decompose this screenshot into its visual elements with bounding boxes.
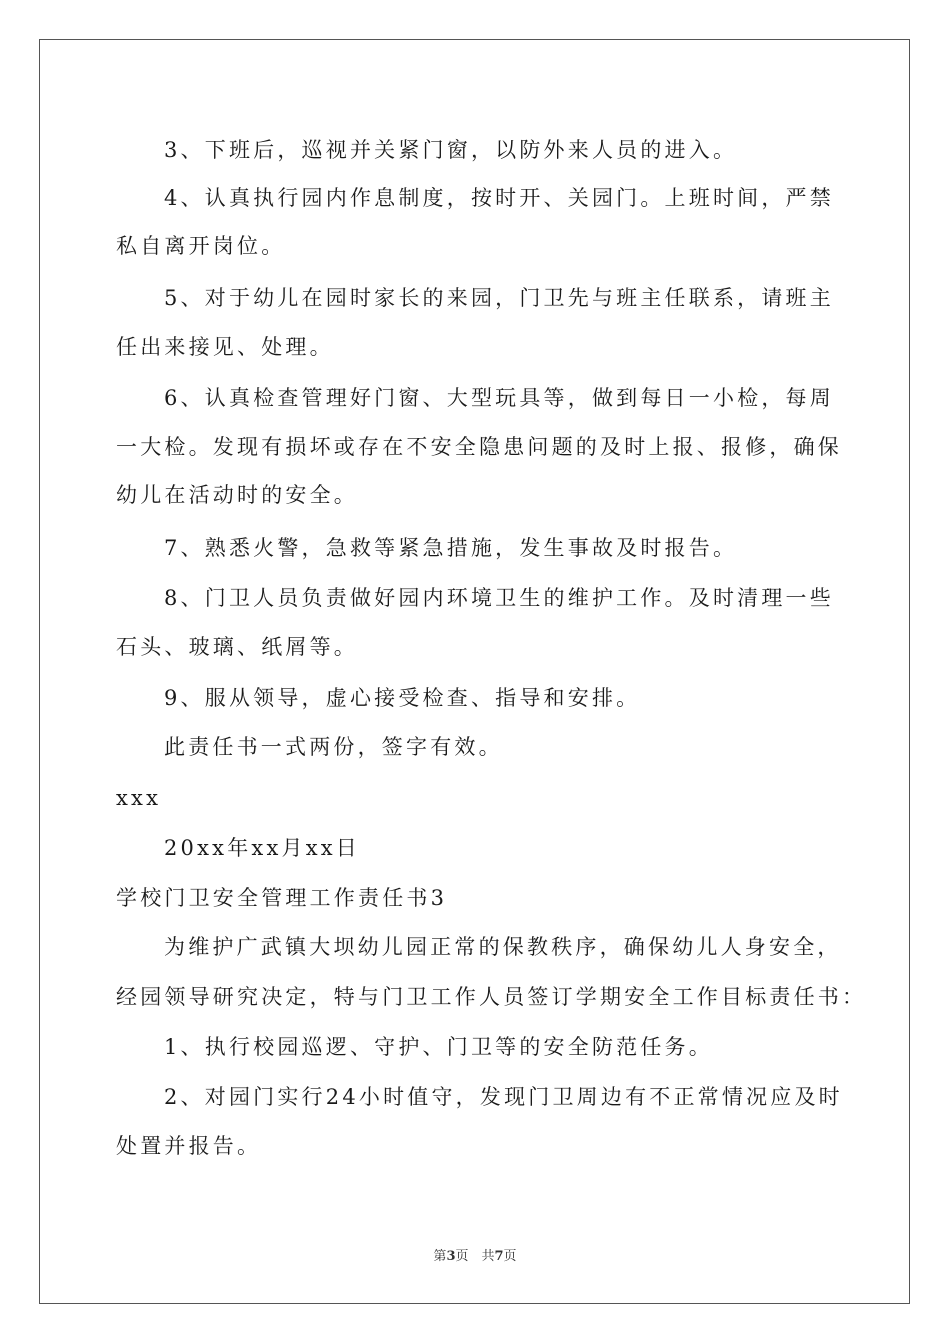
paragraph-line: 1、执行校园巡逻、守护、门卫等的安全防范任务。: [164, 1035, 713, 1059]
paragraph-line: 此责任书一式两份，签字有效。: [164, 735, 503, 759]
paragraph-line: 7、熟悉火警，急救等紧急措施，发生事故及时报告。: [164, 536, 738, 560]
total-page-number: 7: [494, 1249, 504, 1264]
paragraph-line: 9、服从领导，虚心接受检查、指导和安排。: [164, 686, 641, 710]
paragraph-line: 处置并报告。: [116, 1134, 262, 1158]
signature-date: 20xx年xx月xx日: [164, 836, 360, 860]
paragraph-line: 6、认真检查管理好门窗、大型玩具等，做到每日一小检，每周: [164, 386, 834, 410]
page-suffix: 页: [503, 1249, 517, 1264]
page-mid: 页 共: [455, 1249, 495, 1264]
section-title: 学校门卫安全管理工作责任书3: [116, 886, 448, 910]
page-prefix: 第: [433, 1249, 447, 1264]
page-number-footer: [0, 1245, 950, 1264]
page-border: [39, 39, 910, 1304]
paragraph-line: 经园领导研究决定，特与门卫工作人员签订学期安全工作目标责任书：: [116, 985, 867, 1009]
paragraph-line: 2、对园门实行24小时值守，发现门卫周边有不正常情况应及时: [164, 1085, 843, 1109]
paragraph-line: 任出来接见、处理。: [116, 335, 334, 359]
paragraph-line: 5、对于幼儿在园时家长的来园，门卫先与班主任联系，请班主: [164, 286, 834, 310]
paragraph-line: 私自离开岗位。: [116, 234, 286, 258]
paragraph-line: 一大检。发现有损坏或存在不安全隐患问题的及时上报、报修，确保: [116, 435, 842, 459]
paragraph-line: 4、认真执行园内作息制度，按时开、关园门。上班时间，严禁: [164, 186, 834, 210]
paragraph-line: 3、下班后，巡视并关紧门窗，以防外来人员的进入。: [164, 138, 738, 162]
paragraph-line: 石头、玻璃、纸屑等。: [116, 635, 358, 659]
paragraph-line: 8、门卫人员负责做好园内环境卫生的维护工作。及时清理一些: [164, 586, 834, 610]
signature-name: xxx: [116, 786, 162, 810]
current-page-number: 3: [446, 1249, 456, 1264]
paragraph-line: 幼儿在活动时的安全。: [116, 483, 358, 507]
paragraph-line: 为维护广武镇大坝幼儿园正常的保教秩序，确保幼儿人身安全，: [164, 935, 842, 959]
